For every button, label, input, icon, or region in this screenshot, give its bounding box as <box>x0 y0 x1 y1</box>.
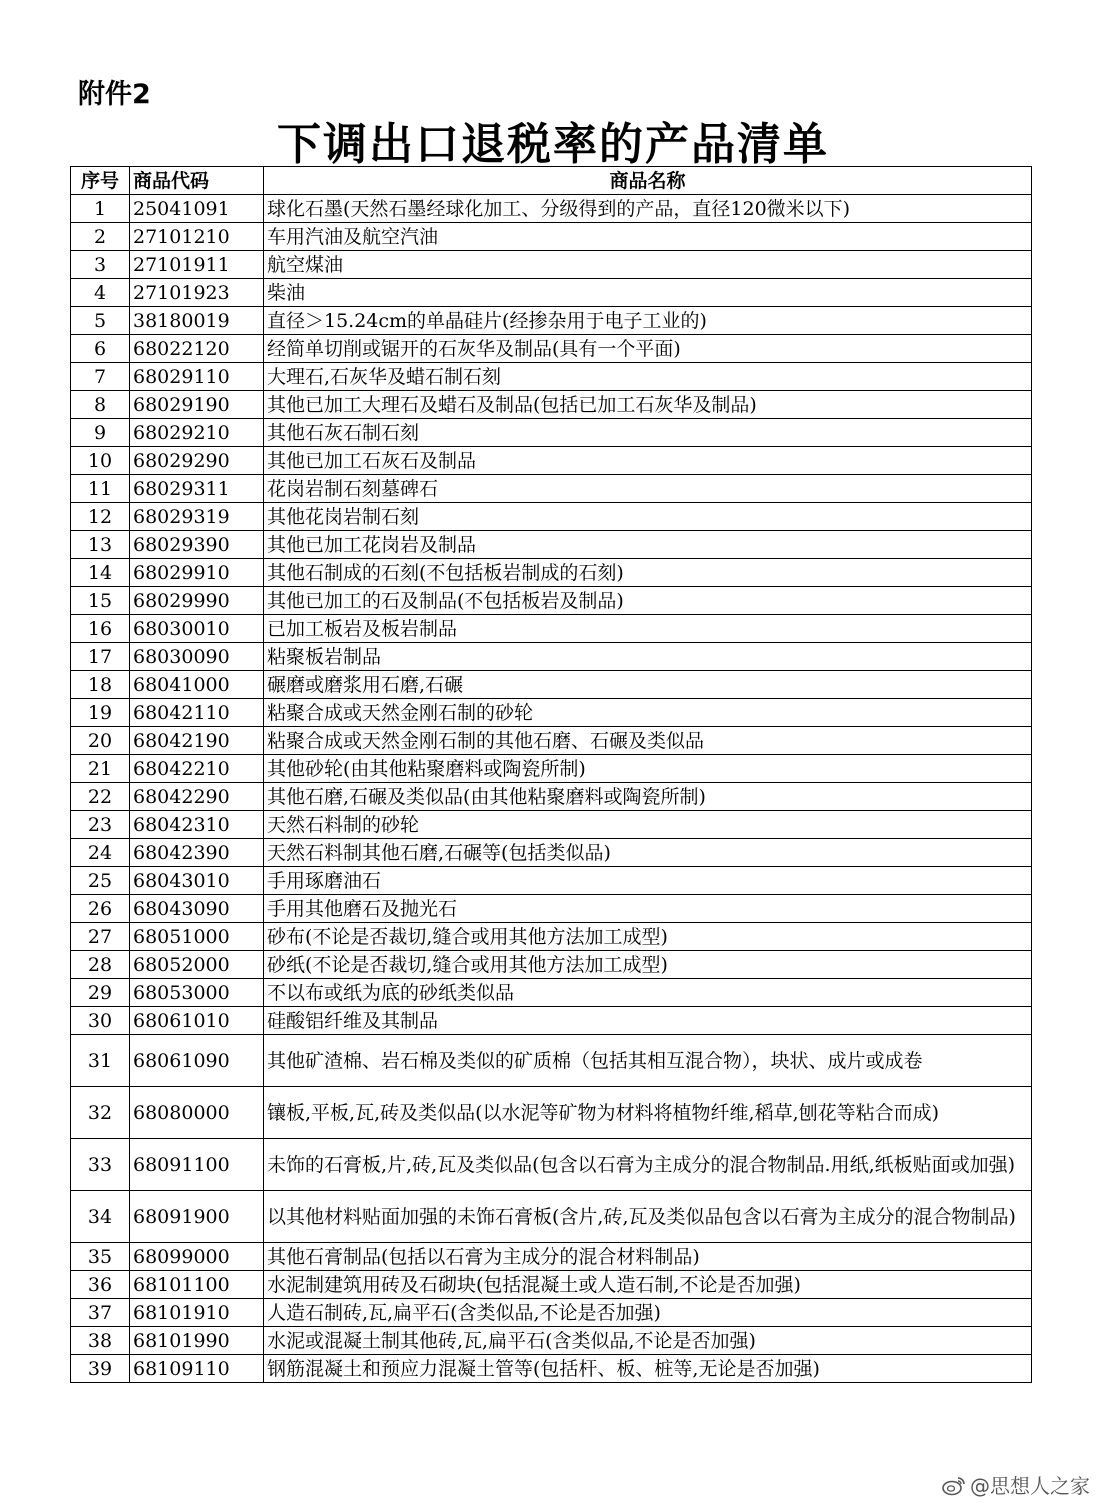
serial-no-cell: 19 <box>71 699 130 727</box>
product-code-cell: 68101910 <box>130 1299 264 1327</box>
product-code-cell: 68029910 <box>130 559 264 587</box>
product-code-cell: 68042110 <box>130 699 264 727</box>
product-name-cell: 粘聚板岩制品 <box>264 643 1032 671</box>
serial-no-cell: 2 <box>71 223 130 251</box>
product-code-cell: 68029110 <box>130 363 264 391</box>
product-list-table <box>70 166 1032 1383</box>
serial-no-cell: 33 <box>71 1139 130 1191</box>
product-name-cell: 其他已加工大理石及蜡石及制品(包括已加工石灰华及制品) <box>264 391 1032 419</box>
product-code-cell: 27101923 <box>130 279 264 307</box>
product-name-cell: 其他已加工石灰石及制品 <box>264 447 1032 475</box>
product-name-cell: 其他砂轮(由其他粘聚磨料或陶瓷所制) <box>264 755 1032 783</box>
product-code-cell: 68109110 <box>130 1355 264 1383</box>
serial-no-cell: 1 <box>71 195 130 223</box>
serial-no-cell: 6 <box>71 335 130 363</box>
serial-no-cell: 30 <box>71 1007 130 1035</box>
table-row <box>71 1355 1032 1383</box>
serial-no-cell: 24 <box>71 839 130 867</box>
product-code-cell: 38180019 <box>130 307 264 335</box>
table-row <box>71 503 1032 531</box>
product-name-cell: 未饰的石膏板,片,砖,瓦及类似品(包含以石膏为主成分的混合物制品.用纸,纸板贴面或加强) <box>264 1139 1032 1191</box>
product-name-cell: 镶板,平板,瓦,砖及类似品(以水泥等矿物为材料将植物纤维,稻草,刨花等粘合而成) <box>264 1087 1032 1139</box>
serial-no-cell: 7 <box>71 363 130 391</box>
serial-no-cell: 38 <box>71 1327 130 1355</box>
table-row <box>71 447 1032 475</box>
serial-no-cell: 12 <box>71 503 130 531</box>
serial-no-cell: 14 <box>71 559 130 587</box>
product-name-cell: 砂纸(不论是否裁切,缝合或用其他方法加工成型) <box>264 951 1032 979</box>
product-code-cell: 68030090 <box>130 643 264 671</box>
product-name-cell: 大理石,石灰华及蜡石制石刻 <box>264 363 1032 391</box>
table-row <box>71 1035 1032 1087</box>
serial-no-cell: 35 <box>71 1243 130 1271</box>
serial-no-cell: 16 <box>71 615 130 643</box>
table-row <box>71 615 1032 643</box>
serial-no-cell: 21 <box>71 755 130 783</box>
serial-no-cell: 36 <box>71 1271 130 1299</box>
serial-no-cell: 27 <box>71 923 130 951</box>
table-row <box>71 923 1032 951</box>
table-row <box>71 475 1032 503</box>
product-name-cell: 手用其他磨石及抛光石 <box>264 895 1032 923</box>
product-code-cell: 68029311 <box>130 475 264 503</box>
product-code-cell: 68091900 <box>130 1191 264 1243</box>
product-name-cell: 经简单切削或锯开的石灰华及制品(具有一个平面) <box>264 335 1032 363</box>
serial-no-cell: 13 <box>71 531 130 559</box>
serial-no-cell: 39 <box>71 1355 130 1383</box>
product-code-cell: 68029190 <box>130 391 264 419</box>
table-row <box>71 223 1032 251</box>
table-row <box>71 1139 1032 1191</box>
product-code-cell: 68043010 <box>130 867 264 895</box>
product-code-cell: 68061090 <box>130 1035 264 1087</box>
table-row <box>71 587 1032 615</box>
product-name-cell: 直径＞15.24cm的单晶硅片(经掺杂用于电子工业的) <box>264 307 1032 335</box>
product-code-cell: 68029210 <box>130 419 264 447</box>
table-row <box>71 1243 1032 1271</box>
product-code-cell: 68043090 <box>130 895 264 923</box>
table-row <box>71 195 1032 223</box>
header-serial-no: 序号 <box>71 167 130 195</box>
product-name-cell: 其他石灰石制石刻 <box>264 419 1032 447</box>
product-name-cell: 其他矿渣棉、岩石棉及类似的矿质棉（包括其相互混合物），块状、成片或成卷 <box>264 1035 1032 1087</box>
table-row <box>71 1299 1032 1327</box>
product-code-cell: 68061010 <box>130 1007 264 1035</box>
table-row <box>71 839 1032 867</box>
serial-no-cell: 23 <box>71 811 130 839</box>
table-row <box>71 783 1032 811</box>
product-name-cell: 粘聚合成或天然金刚石制的其他石磨、石碾及类似品 <box>264 727 1032 755</box>
product-code-cell: 68042210 <box>130 755 264 783</box>
table-row <box>71 867 1032 895</box>
product-name-cell: 粘聚合成或天然金刚石制的砂轮 <box>264 699 1032 727</box>
serial-no-cell: 9 <box>71 419 130 447</box>
product-name-cell: 航空煤油 <box>264 251 1032 279</box>
product-name-cell: 砂布(不论是否裁切,缝合或用其他方法加工成型) <box>264 923 1032 951</box>
product-name-cell: 柴油 <box>264 279 1032 307</box>
serial-no-cell: 18 <box>71 671 130 699</box>
product-code-cell: 68041000 <box>130 671 264 699</box>
product-code-cell: 68042190 <box>130 727 264 755</box>
product-name-cell: 其他石制成的石刻(不包括板岩制成的石刻) <box>264 559 1032 587</box>
product-code-cell: 68022120 <box>130 335 264 363</box>
product-name-cell: 其他已加工花岗岩及制品 <box>264 531 1032 559</box>
product-code-cell: 68051000 <box>130 923 264 951</box>
table-row <box>71 1191 1032 1243</box>
product-code-cell: 68052000 <box>130 951 264 979</box>
product-code-cell: 25041091 <box>130 195 264 223</box>
product-name-cell: 其他石膏制品(包括以石膏为主成分的混合材料制品) <box>264 1243 1032 1271</box>
product-code-cell: 68042310 <box>130 811 264 839</box>
serial-no-cell: 20 <box>71 727 130 755</box>
serial-no-cell: 5 <box>71 307 130 335</box>
serial-no-cell: 37 <box>71 1299 130 1327</box>
serial-no-cell: 10 <box>71 447 130 475</box>
product-code-cell: 68042290 <box>130 783 264 811</box>
product-name-cell: 球化石墨(天然石墨经球化加工、分级得到的产品，直径120微米以下) <box>264 195 1032 223</box>
product-name-cell: 天然石料制其他石磨,石碾等(包括类似品) <box>264 839 1032 867</box>
table-header-row <box>71 167 1032 195</box>
product-code-cell: 27101210 <box>130 223 264 251</box>
watermark <box>942 1470 1090 1499</box>
product-name-cell: 其他石磨,石碾及类似品(由其他粘聚磨料或陶瓷所制) <box>264 783 1032 811</box>
serial-no-cell: 4 <box>71 279 130 307</box>
table-row <box>71 755 1032 783</box>
table-row <box>71 643 1032 671</box>
table-row <box>71 1271 1032 1299</box>
table-row <box>71 895 1032 923</box>
product-code-cell: 68053000 <box>130 979 264 1007</box>
serial-no-cell: 25 <box>71 867 130 895</box>
product-code-cell: 68030010 <box>130 615 264 643</box>
table-row <box>71 951 1032 979</box>
product-name-cell: 水泥或混凝土制其他砖,瓦,扁平石(含类似品,不论是否加强) <box>264 1327 1032 1355</box>
product-code-cell: 68042390 <box>130 839 264 867</box>
header-product-name: 商品名称 <box>264 167 1032 195</box>
header-product-code: 商品代码 <box>130 167 264 195</box>
product-name-cell: 其他花岗岩制石刻 <box>264 503 1032 531</box>
table-row <box>71 363 1032 391</box>
product-code-cell: 68029390 <box>130 531 264 559</box>
attachment-label: 附件2 <box>78 79 151 110</box>
serial-no-cell: 8 <box>71 391 130 419</box>
table-row <box>71 1327 1032 1355</box>
serial-no-cell: 22 <box>71 783 130 811</box>
table-row <box>71 559 1032 587</box>
table-row <box>71 251 1032 279</box>
product-code-cell: 27101911 <box>130 251 264 279</box>
product-name-cell: 天然石料制的砂轮 <box>264 811 1032 839</box>
product-code-cell: 68099000 <box>130 1243 264 1271</box>
serial-no-cell: 28 <box>71 951 130 979</box>
table-row <box>71 1087 1032 1139</box>
product-code-cell: 68101100 <box>130 1271 264 1299</box>
product-name-cell: 硅酸铝纤维及其制品 <box>264 1007 1032 1035</box>
table-row <box>71 699 1032 727</box>
serial-no-cell: 31 <box>71 1035 130 1087</box>
table-row <box>71 979 1032 1007</box>
table-row <box>71 727 1032 755</box>
product-name-cell: 车用汽油及航空汽油 <box>264 223 1032 251</box>
product-name-cell: 以其他材料贴面加强的未饰石膏板(含片,砖,瓦及类似品包含以石膏为主成分的混合物制品) <box>264 1191 1032 1243</box>
product-name-cell: 碾磨或磨浆用石磨,石碾 <box>264 671 1032 699</box>
product-name-cell: 水泥制建筑用砖及石砌块(包括混凝土或人造石制,不论是否加强) <box>264 1271 1032 1299</box>
table-row <box>71 531 1032 559</box>
product-code-cell: 68029990 <box>130 587 264 615</box>
serial-no-cell: 3 <box>71 251 130 279</box>
serial-no-cell: 15 <box>71 587 130 615</box>
table-row <box>71 391 1032 419</box>
weibo-icon <box>942 1476 966 1496</box>
serial-no-cell: 34 <box>71 1191 130 1243</box>
serial-no-cell: 29 <box>71 979 130 1007</box>
table-row <box>71 335 1032 363</box>
table-row <box>71 419 1032 447</box>
product-name-cell: 其他已加工的石及制品(不包括板岩及制品) <box>264 587 1032 615</box>
product-name-cell: 花岗岩制石刻墓碑石 <box>264 475 1032 503</box>
table-row <box>71 811 1032 839</box>
serial-no-cell: 32 <box>71 1087 130 1139</box>
product-name-cell: 人造石制砖,瓦,扁平石(含类似品,不论是否加强) <box>264 1299 1032 1327</box>
product-name-cell: 手用琢磨油石 <box>264 867 1032 895</box>
product-code-cell: 68101990 <box>130 1327 264 1355</box>
serial-no-cell: 17 <box>71 643 130 671</box>
product-name-cell: 不以布或纸为底的砂纸类似品 <box>264 979 1032 1007</box>
product-name-cell: 已加工板岩及板岩制品 <box>264 615 1032 643</box>
serial-no-cell: 26 <box>71 895 130 923</box>
table-row <box>71 671 1032 699</box>
serial-no-cell: 11 <box>71 475 130 503</box>
product-code-cell: 68091100 <box>130 1139 264 1191</box>
product-code-cell: 68029319 <box>130 503 264 531</box>
document-title: 下调出口退税率的产品清单 <box>277 119 829 170</box>
watermark-text: @思想人之家 <box>970 1474 1090 1498</box>
product-code-cell: 68029290 <box>130 447 264 475</box>
product-name-cell: 钢筋混凝土和预应力混凝土管等(包括杆、板、桩等,无论是否加强) <box>264 1355 1032 1383</box>
table-row <box>71 307 1032 335</box>
table-row <box>71 1007 1032 1035</box>
product-code-cell: 68080000 <box>130 1087 264 1139</box>
table-row <box>71 279 1032 307</box>
